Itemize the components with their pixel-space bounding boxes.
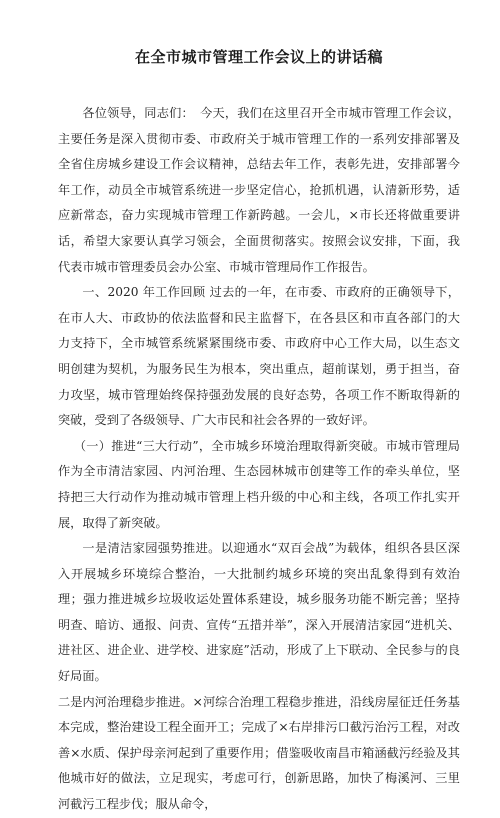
paragraph-river-governance: 二是内河治理稳步推进。×河综合治理工程稳步推进，沿线房屋征迁任务基本完成，整治建设工程全面开工；完成了×右岸排污口截污治污工程，对改善×水质、保护母亲河起到了重要作用；借鉴吸收南昌市箱涵截污经验及其他城市好的做法，立足现实，考虑可行，创新思路，加快了梅溪河、三里河截污工程步伐；服从命令， [58,694,460,812]
paragraph-opening: 各位领导，同志们： 今天，我们在这里召开全市城市管理工作会议，主要任务是深入贯彻市委、市政府关于城市管理工作的一系列安排部署及全省住房城乡建设工作会议精神，总结去年工作，表彰先进，安排部署今年工作，动员全市城管系统进一步坚定信心，抢抓机遇，认清新形势，适应新常态，奋力实现城市管理工作新跨越。一会儿，×市长还将做重要讲话，希望大家要认真学习领会，全面贯彻落实。按照会议安排，下面，我代表市城市管理委员会办公室、市城市管理局作工作报告。 [58,106,460,274]
document-title: 在全市城市管理工作会议上的讲话稿 [134,48,383,66]
paragraph-three-actions: （一）推进“三大行动”，全市城乡环境治理取得新突破。市城市管理局作为全市清洁家园、内河治理、生态园林城市创建等工作的牵头单位，坚持把三大行动作为推动城市管理上档升级的中心和主线，各项工作扎实开展，取得了新突破。 [58,438,460,530]
paragraph-review: 一、2020 年工作回顾 过去的一年，在市委、市政府的正确领导下，在市人大、市政协的依法监督和民主监督下，在各县区和市直各部门的大力支持下，全市城管系统紧紧围绕市委、市政府中心工作大局，以生态文明创建为契机，为服务民生为根本，突出重点，超前谋划，勇于担当，奋力攻坚，城市管理始终保持强劲发展的良好态势，各项工作不断取得新的突破，受到了各级领导、广大市民和社会各界的一致好评。 [58,285,460,428]
paragraph-clean-homes: 一是清洁家园强势推进。以迎通水“双百会战”为载体，组织各县区深入开展城乡环境综合整治，一大批制约城乡环境的突出乱象得到有效治理；强力推进城乡垃圾收运处置体系建设，城乡服务功能不断完善；坚持明查、暗访、通报、问责、宣传“五措并举”，深入开展清洁家园“进机关、进社区、进企业、进学校、进家庭”活动，形成了上下联动、全民参与的良好局面。 [58,541,460,684]
